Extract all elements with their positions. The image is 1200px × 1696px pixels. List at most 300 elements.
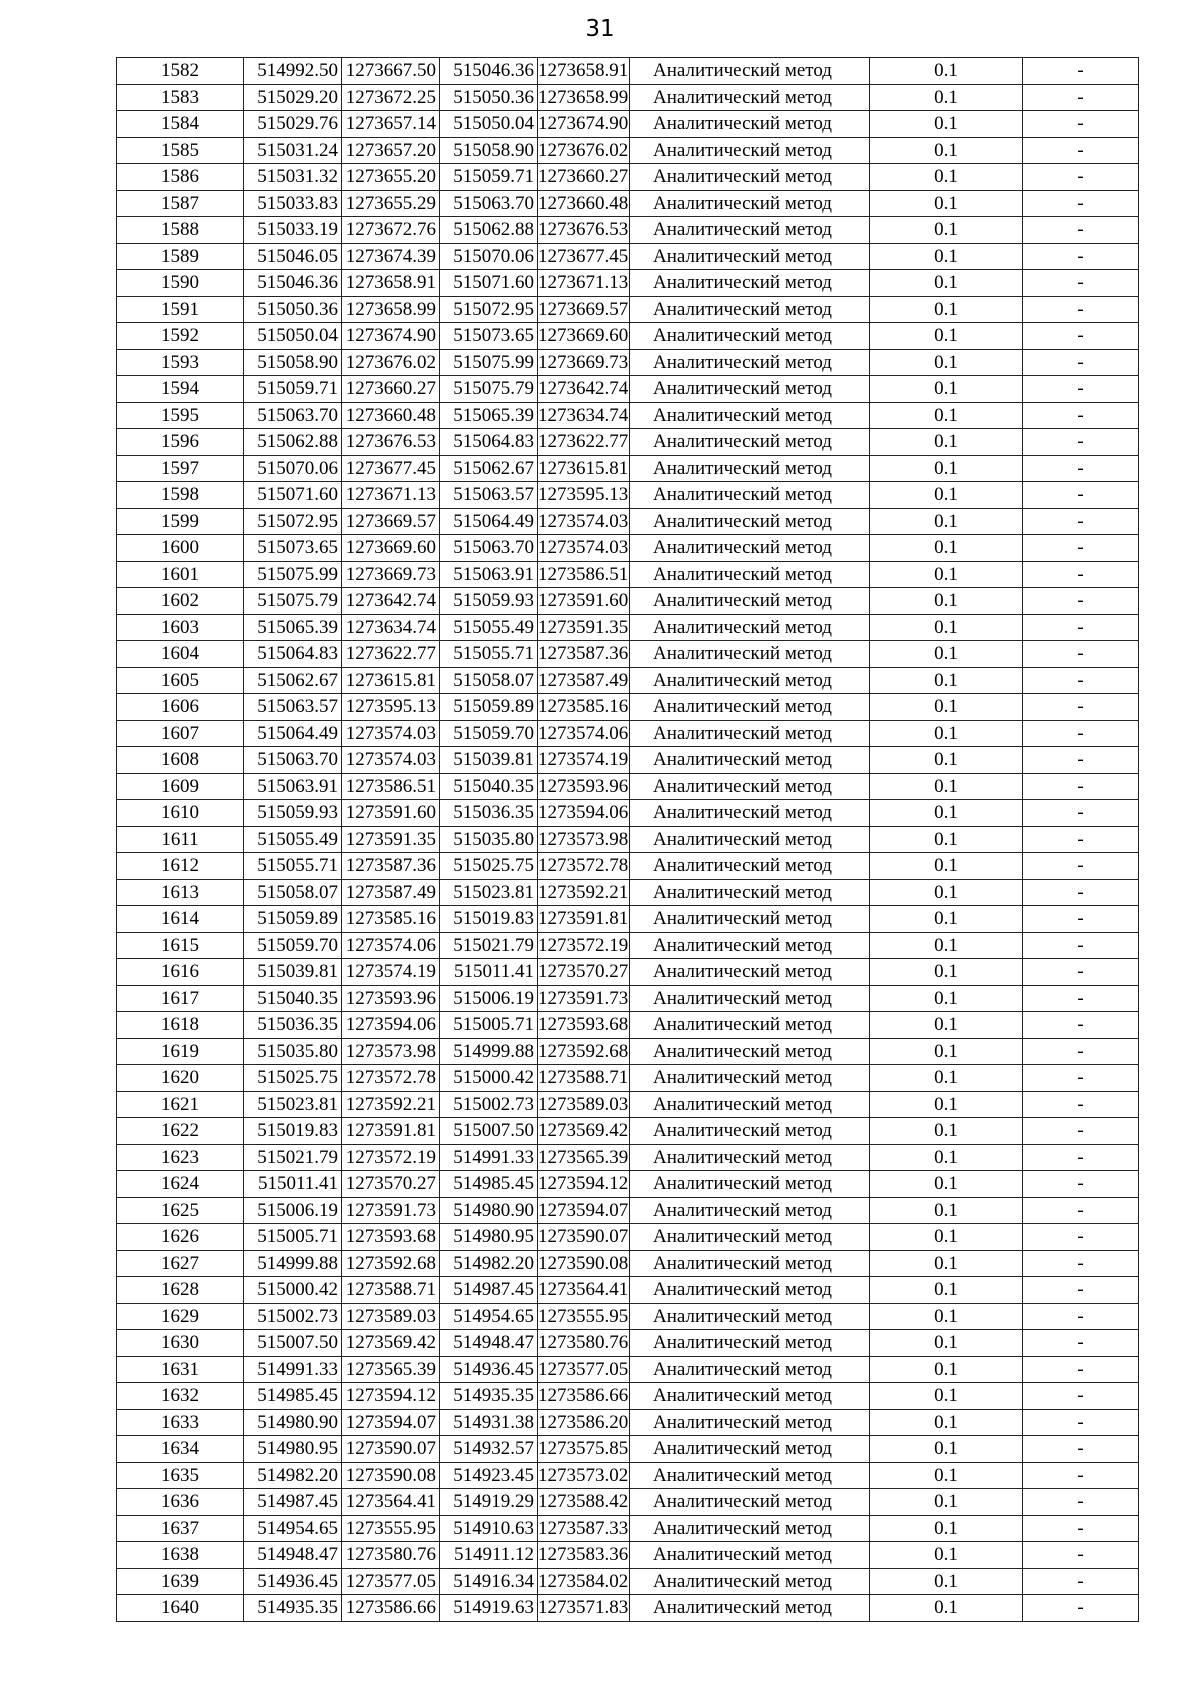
x-start-cell: 515040.35 <box>244 985 342 1012</box>
point-number-cell: 1582 <box>117 58 244 85</box>
table-row <box>117 1515 1139 1542</box>
point-number-cell: 1597 <box>117 455 244 482</box>
accuracy-cell: 0.1 <box>870 323 1023 350</box>
accuracy-cell: 0.1 <box>870 932 1023 959</box>
note-cell: - <box>1023 1356 1139 1383</box>
y-start-cell: 1273589.03 <box>342 1303 440 1330</box>
coordinates-table <box>116 57 1139 1622</box>
method-cell: Аналитический метод <box>630 84 870 111</box>
method-cell: Аналитический метод <box>630 1224 870 1251</box>
x-end-cell: 515007.50 <box>440 1118 538 1145</box>
x-end-cell: 515006.19 <box>440 985 538 1012</box>
y-start-cell: 1273591.81 <box>342 1118 440 1145</box>
method-cell: Аналитический метод <box>630 535 870 562</box>
x-end-cell: 514919.63 <box>440 1595 538 1622</box>
note-cell: - <box>1023 1462 1139 1489</box>
x-start-cell: 515064.49 <box>244 720 342 747</box>
x-end-cell: 515059.71 <box>440 164 538 191</box>
point-number-cell: 1584 <box>117 111 244 138</box>
y-start-cell: 1273672.25 <box>342 84 440 111</box>
method-cell: Аналитический метод <box>630 429 870 456</box>
y-end-cell: 1273669.57 <box>538 296 630 323</box>
y-start-cell: 1273660.27 <box>342 376 440 403</box>
x-start-cell: 515046.05 <box>244 243 342 270</box>
x-end-cell: 514991.33 <box>440 1144 538 1171</box>
accuracy-cell: 0.1 <box>870 1330 1023 1357</box>
note-cell: - <box>1023 932 1139 959</box>
x-end-cell: 514982.20 <box>440 1250 538 1277</box>
x-start-cell: 515059.70 <box>244 932 342 959</box>
y-start-cell: 1273570.27 <box>342 1171 440 1198</box>
method-cell: Аналитический метод <box>630 773 870 800</box>
y-end-cell: 1273615.81 <box>538 455 630 482</box>
y-start-cell: 1273615.81 <box>342 667 440 694</box>
table-row <box>117 243 1139 270</box>
x-start-cell: 515062.67 <box>244 667 342 694</box>
point-number-cell: 1614 <box>117 906 244 933</box>
table-row <box>117 561 1139 588</box>
y-end-cell: 1273593.68 <box>538 1012 630 1039</box>
x-start-cell: 515023.81 <box>244 1091 342 1118</box>
note-cell: - <box>1023 1515 1139 1542</box>
x-end-cell: 515055.71 <box>440 641 538 668</box>
x-start-cell: 514936.45 <box>244 1568 342 1595</box>
y-start-cell: 1273585.16 <box>342 906 440 933</box>
y-start-cell: 1273671.13 <box>342 482 440 509</box>
method-cell: Аналитический метод <box>630 1250 870 1277</box>
point-number-cell: 1594 <box>117 376 244 403</box>
x-end-cell: 515000.42 <box>440 1065 538 1092</box>
table-row <box>117 508 1139 535</box>
accuracy-cell: 0.1 <box>870 535 1023 562</box>
accuracy-cell: 0.1 <box>870 1595 1023 1622</box>
accuracy-cell: 0.1 <box>870 985 1023 1012</box>
accuracy-cell: 0.1 <box>870 58 1023 85</box>
x-end-cell: 515063.91 <box>440 561 538 588</box>
table-row <box>117 667 1139 694</box>
y-start-cell: 1273658.91 <box>342 270 440 297</box>
note-cell: - <box>1023 376 1139 403</box>
y-end-cell: 1273677.45 <box>538 243 630 270</box>
y-start-cell: 1273669.73 <box>342 561 440 588</box>
y-start-cell: 1273655.20 <box>342 164 440 191</box>
table-row <box>117 190 1139 217</box>
y-end-cell: 1273574.03 <box>538 535 630 562</box>
point-number-cell: 1635 <box>117 1462 244 1489</box>
y-start-cell: 1273622.77 <box>342 641 440 668</box>
x-end-cell: 515071.60 <box>440 270 538 297</box>
method-cell: Аналитический метод <box>630 879 870 906</box>
note-cell: - <box>1023 1065 1139 1092</box>
accuracy-cell: 0.1 <box>870 1250 1023 1277</box>
y-start-cell: 1273657.20 <box>342 137 440 164</box>
x-start-cell: 515046.36 <box>244 270 342 297</box>
x-start-cell: 515036.35 <box>244 1012 342 1039</box>
x-end-cell: 515062.67 <box>440 455 538 482</box>
x-start-cell: 514980.95 <box>244 1436 342 1463</box>
y-start-cell: 1273564.41 <box>342 1489 440 1516</box>
accuracy-cell: 0.1 <box>870 1038 1023 1065</box>
y-end-cell: 1273590.08 <box>538 1250 630 1277</box>
table-row <box>117 349 1139 376</box>
table-row <box>117 1356 1139 1383</box>
y-end-cell: 1273565.39 <box>538 1144 630 1171</box>
table-row <box>117 137 1139 164</box>
accuracy-cell: 0.1 <box>870 349 1023 376</box>
y-end-cell: 1273573.02 <box>538 1462 630 1489</box>
y-start-cell: 1273587.49 <box>342 879 440 906</box>
accuracy-cell: 0.1 <box>870 906 1023 933</box>
y-start-cell: 1273569.42 <box>342 1330 440 1357</box>
point-number-cell: 1638 <box>117 1542 244 1569</box>
table-row <box>117 323 1139 350</box>
y-end-cell: 1273587.33 <box>538 1515 630 1542</box>
x-start-cell: 515058.07 <box>244 879 342 906</box>
point-number-cell: 1627 <box>117 1250 244 1277</box>
accuracy-cell: 0.1 <box>870 137 1023 164</box>
accuracy-cell: 0.1 <box>870 879 1023 906</box>
y-end-cell: 1273555.95 <box>538 1303 630 1330</box>
method-cell: Аналитический метод <box>630 376 870 403</box>
y-end-cell: 1273591.35 <box>538 614 630 641</box>
point-number-cell: 1583 <box>117 84 244 111</box>
x-end-cell: 515035.80 <box>440 826 538 853</box>
point-number-cell: 1609 <box>117 773 244 800</box>
note-cell: - <box>1023 137 1139 164</box>
x-end-cell: 515064.49 <box>440 508 538 535</box>
y-start-cell: 1273593.68 <box>342 1224 440 1251</box>
point-number-cell: 1596 <box>117 429 244 456</box>
accuracy-cell: 0.1 <box>870 720 1023 747</box>
table-body <box>117 58 1139 1622</box>
y-end-cell: 1273584.02 <box>538 1568 630 1595</box>
method-cell: Аналитический метод <box>630 1515 870 1542</box>
note-cell: - <box>1023 1330 1139 1357</box>
y-end-cell: 1273586.51 <box>538 561 630 588</box>
y-start-cell: 1273594.06 <box>342 1012 440 1039</box>
y-start-cell: 1273590.07 <box>342 1436 440 1463</box>
method-cell: Аналитический метод <box>630 588 870 615</box>
method-cell: Аналитический метод <box>630 720 870 747</box>
note-cell: - <box>1023 217 1139 244</box>
x-end-cell: 514910.63 <box>440 1515 538 1542</box>
note-cell: - <box>1023 429 1139 456</box>
accuracy-cell: 0.1 <box>870 1409 1023 1436</box>
x-end-cell: 515075.79 <box>440 376 538 403</box>
accuracy-cell: 0.1 <box>870 1277 1023 1304</box>
method-cell: Аналитический метод <box>630 985 870 1012</box>
note-cell: - <box>1023 1197 1139 1224</box>
y-end-cell: 1273676.53 <box>538 217 630 244</box>
point-number-cell: 1626 <box>117 1224 244 1251</box>
point-number-cell: 1619 <box>117 1038 244 1065</box>
point-number-cell: 1590 <box>117 270 244 297</box>
x-start-cell: 514980.90 <box>244 1409 342 1436</box>
accuracy-cell: 0.1 <box>870 243 1023 270</box>
accuracy-cell: 0.1 <box>870 853 1023 880</box>
method-cell: Аналитический метод <box>630 959 870 986</box>
point-number-cell: 1608 <box>117 747 244 774</box>
method-cell: Аналитический метод <box>630 58 870 85</box>
x-end-cell: 515070.06 <box>440 243 538 270</box>
table-row <box>117 1330 1139 1357</box>
x-end-cell: 515063.70 <box>440 535 538 562</box>
x-end-cell: 515021.79 <box>440 932 538 959</box>
point-number-cell: 1602 <box>117 588 244 615</box>
table-row <box>117 1489 1139 1516</box>
x-end-cell: 515075.99 <box>440 349 538 376</box>
x-start-cell: 515039.81 <box>244 959 342 986</box>
x-end-cell: 515005.71 <box>440 1012 538 1039</box>
method-cell: Аналитический метод <box>630 1489 870 1516</box>
y-end-cell: 1273587.36 <box>538 641 630 668</box>
point-number-cell: 1601 <box>117 561 244 588</box>
x-end-cell: 514985.45 <box>440 1171 538 1198</box>
y-end-cell: 1273569.42 <box>538 1118 630 1145</box>
method-cell: Аналитический метод <box>630 826 870 853</box>
table-row <box>117 588 1139 615</box>
note-cell: - <box>1023 985 1139 1012</box>
method-cell: Аналитический метод <box>630 508 870 535</box>
note-cell: - <box>1023 1542 1139 1569</box>
table-row <box>117 1303 1139 1330</box>
x-end-cell: 515036.35 <box>440 800 538 827</box>
table-row <box>117 429 1139 456</box>
point-number-cell: 1606 <box>117 694 244 721</box>
x-start-cell: 515059.89 <box>244 906 342 933</box>
note-cell: - <box>1023 482 1139 509</box>
method-cell: Аналитический метод <box>630 455 870 482</box>
y-start-cell: 1273669.60 <box>342 535 440 562</box>
y-end-cell: 1273583.36 <box>538 1542 630 1569</box>
x-start-cell: 515063.57 <box>244 694 342 721</box>
note-cell: - <box>1023 1171 1139 1198</box>
y-end-cell: 1273591.60 <box>538 588 630 615</box>
note-cell: - <box>1023 800 1139 827</box>
note-cell: - <box>1023 1436 1139 1463</box>
note-cell: - <box>1023 243 1139 270</box>
y-start-cell: 1273593.96 <box>342 985 440 1012</box>
table-row <box>117 800 1139 827</box>
x-end-cell: 515011.41 <box>440 959 538 986</box>
y-start-cell: 1273658.99 <box>342 296 440 323</box>
point-number-cell: 1605 <box>117 667 244 694</box>
x-end-cell: 514999.88 <box>440 1038 538 1065</box>
method-cell: Аналитический метод <box>630 641 870 668</box>
x-end-cell: 515059.70 <box>440 720 538 747</box>
y-end-cell: 1273570.27 <box>538 959 630 986</box>
note-cell: - <box>1023 1277 1139 1304</box>
point-number-cell: 1631 <box>117 1356 244 1383</box>
point-number-cell: 1589 <box>117 243 244 270</box>
y-end-cell: 1273658.99 <box>538 84 630 111</box>
point-number-cell: 1639 <box>117 1568 244 1595</box>
point-number-cell: 1621 <box>117 1091 244 1118</box>
table-row <box>117 906 1139 933</box>
x-start-cell: 515063.70 <box>244 747 342 774</box>
note-cell: - <box>1023 296 1139 323</box>
method-cell: Аналитический метод <box>630 1065 870 1092</box>
table-row <box>117 773 1139 800</box>
accuracy-cell: 0.1 <box>870 561 1023 588</box>
table-row <box>117 720 1139 747</box>
x-end-cell: 514987.45 <box>440 1277 538 1304</box>
x-start-cell: 515055.49 <box>244 826 342 853</box>
point-number-cell: 1637 <box>117 1515 244 1542</box>
point-number-cell: 1640 <box>117 1595 244 1622</box>
note-cell: - <box>1023 588 1139 615</box>
accuracy-cell: 0.1 <box>870 800 1023 827</box>
note-cell: - <box>1023 190 1139 217</box>
x-start-cell: 515058.90 <box>244 349 342 376</box>
table-row <box>117 1012 1139 1039</box>
y-start-cell: 1273672.76 <box>342 217 440 244</box>
y-end-cell: 1273588.71 <box>538 1065 630 1092</box>
x-end-cell: 515025.75 <box>440 853 538 880</box>
x-start-cell: 515075.99 <box>244 561 342 588</box>
method-cell: Аналитический метод <box>630 853 870 880</box>
y-start-cell: 1273595.13 <box>342 694 440 721</box>
table-row <box>117 84 1139 111</box>
accuracy-cell: 0.1 <box>870 376 1023 403</box>
x-end-cell: 514923.45 <box>440 1462 538 1489</box>
x-start-cell: 515062.88 <box>244 429 342 456</box>
note-cell: - <box>1023 614 1139 641</box>
table-row <box>117 694 1139 721</box>
x-start-cell: 515029.20 <box>244 84 342 111</box>
accuracy-cell: 0.1 <box>870 455 1023 482</box>
point-number-cell: 1587 <box>117 190 244 217</box>
x-start-cell: 514948.47 <box>244 1542 342 1569</box>
method-cell: Аналитический метод <box>630 1462 870 1489</box>
note-cell: - <box>1023 535 1139 562</box>
method-cell: Аналитический метод <box>630 1303 870 1330</box>
point-number-cell: 1592 <box>117 323 244 350</box>
point-number-cell: 1603 <box>117 614 244 641</box>
method-cell: Аналитический метод <box>630 243 870 270</box>
table-row <box>117 217 1139 244</box>
table-row <box>117 641 1139 668</box>
y-end-cell: 1273594.07 <box>538 1197 630 1224</box>
y-end-cell: 1273594.12 <box>538 1171 630 1198</box>
point-number-cell: 1604 <box>117 641 244 668</box>
point-number-cell: 1588 <box>117 217 244 244</box>
y-end-cell: 1273580.76 <box>538 1330 630 1357</box>
method-cell: Аналитический метод <box>630 1144 870 1171</box>
x-end-cell: 515058.90 <box>440 137 538 164</box>
point-number-cell: 1629 <box>117 1303 244 1330</box>
accuracy-cell: 0.1 <box>870 1197 1023 1224</box>
x-start-cell: 515021.79 <box>244 1144 342 1171</box>
y-end-cell: 1273591.81 <box>538 906 630 933</box>
note-cell: - <box>1023 906 1139 933</box>
method-cell: Аналитический метод <box>630 932 870 959</box>
y-start-cell: 1273580.76 <box>342 1542 440 1569</box>
x-start-cell: 515019.83 <box>244 1118 342 1145</box>
method-cell: Аналитический метод <box>630 1409 870 1436</box>
point-number-cell: 1591 <box>117 296 244 323</box>
point-number-cell: 1624 <box>117 1171 244 1198</box>
x-end-cell: 515073.65 <box>440 323 538 350</box>
accuracy-cell: 0.1 <box>870 482 1023 509</box>
y-end-cell: 1273572.78 <box>538 853 630 880</box>
point-number-cell: 1599 <box>117 508 244 535</box>
method-cell: Аналитический метод <box>630 270 870 297</box>
x-end-cell: 515050.36 <box>440 84 538 111</box>
note-cell: - <box>1023 1383 1139 1410</box>
point-number-cell: 1593 <box>117 349 244 376</box>
table-row <box>117 455 1139 482</box>
y-end-cell: 1273573.98 <box>538 826 630 853</box>
y-start-cell: 1273657.14 <box>342 111 440 138</box>
y-start-cell: 1273588.71 <box>342 1277 440 1304</box>
y-start-cell: 1273591.60 <box>342 800 440 827</box>
accuracy-cell: 0.1 <box>870 773 1023 800</box>
note-cell: - <box>1023 508 1139 535</box>
x-start-cell: 515002.73 <box>244 1303 342 1330</box>
method-cell: Аналитический метод <box>630 349 870 376</box>
accuracy-cell: 0.1 <box>870 508 1023 535</box>
x-start-cell: 515071.60 <box>244 482 342 509</box>
table-row <box>117 1171 1139 1198</box>
x-end-cell: 514916.34 <box>440 1568 538 1595</box>
method-cell: Аналитический метод <box>630 296 870 323</box>
x-start-cell: 514954.65 <box>244 1515 342 1542</box>
table-row <box>117 853 1139 880</box>
accuracy-cell: 0.1 <box>870 1489 1023 1516</box>
x-start-cell: 515029.76 <box>244 111 342 138</box>
y-start-cell: 1273655.29 <box>342 190 440 217</box>
accuracy-cell: 0.1 <box>870 1515 1023 1542</box>
page-number: 31 <box>585 16 615 42</box>
x-end-cell: 515039.81 <box>440 747 538 774</box>
method-cell: Аналитический метод <box>630 402 870 429</box>
method-cell: Аналитический метод <box>630 1171 870 1198</box>
y-end-cell: 1273590.07 <box>538 1224 630 1251</box>
y-end-cell: 1273634.74 <box>538 402 630 429</box>
table-row <box>117 482 1139 509</box>
note-cell: - <box>1023 58 1139 85</box>
y-start-cell: 1273592.68 <box>342 1250 440 1277</box>
note-cell: - <box>1023 1409 1139 1436</box>
point-number-cell: 1618 <box>117 1012 244 1039</box>
point-number-cell: 1586 <box>117 164 244 191</box>
accuracy-cell: 0.1 <box>870 270 1023 297</box>
x-start-cell: 515007.50 <box>244 1330 342 1357</box>
y-end-cell: 1273660.48 <box>538 190 630 217</box>
accuracy-cell: 0.1 <box>870 1118 1023 1145</box>
accuracy-cell: 0.1 <box>870 217 1023 244</box>
note-cell: - <box>1023 1489 1139 1516</box>
x-start-cell: 515033.19 <box>244 217 342 244</box>
y-start-cell: 1273676.53 <box>342 429 440 456</box>
y-end-cell: 1273588.42 <box>538 1489 630 1516</box>
point-number-cell: 1607 <box>117 720 244 747</box>
method-cell: Аналитический метод <box>630 747 870 774</box>
accuracy-cell: 0.1 <box>870 190 1023 217</box>
y-end-cell: 1273591.73 <box>538 985 630 1012</box>
point-number-cell: 1617 <box>117 985 244 1012</box>
x-end-cell: 515062.88 <box>440 217 538 244</box>
table-row <box>117 270 1139 297</box>
note-cell: - <box>1023 879 1139 906</box>
x-start-cell: 515064.83 <box>244 641 342 668</box>
x-start-cell: 514999.88 <box>244 1250 342 1277</box>
method-cell: Аналитический метод <box>630 800 870 827</box>
y-start-cell: 1273574.06 <box>342 932 440 959</box>
x-start-cell: 514935.35 <box>244 1595 342 1622</box>
accuracy-cell: 0.1 <box>870 667 1023 694</box>
